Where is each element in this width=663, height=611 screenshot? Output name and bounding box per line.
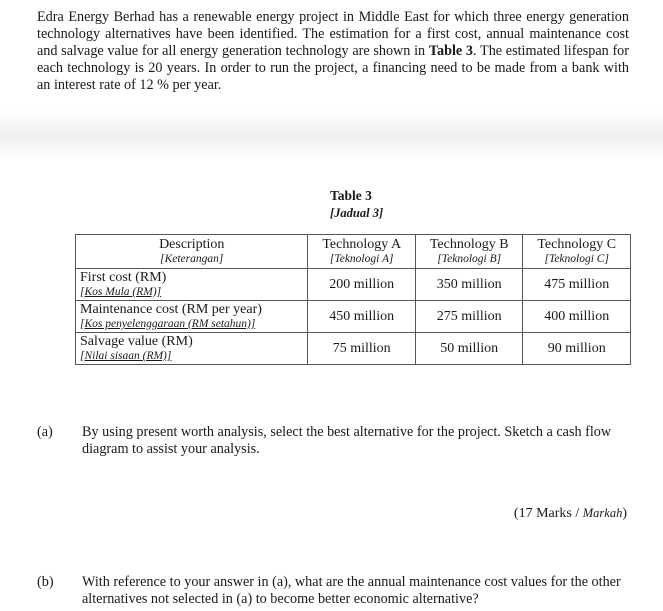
intro-text-1: Edra Energy Berhad has a renewable energy project in Middle East for which three energy generation technology alternatives have been identified. The estimation for a first cost, annual maintenance cost and salvage value for all energy generation technology are shown in <box>37 9 629 59</box>
table-row <box>76 269 631 301</box>
scan-shadow-band <box>0 110 663 160</box>
table-title: Table 3 <box>330 188 372 203</box>
table-subtitle: [Jadual 3] <box>330 206 384 220</box>
cell-value: 275 million <box>415 301 523 333</box>
cell-value: 475 million <box>523 269 631 301</box>
question-a-label: (a) <box>37 424 53 440</box>
question-a-text: By using present worth analysis, select the best alternative for the project. Sketch a cash flow diagram to assist your analysis. <box>82 424 612 457</box>
cell-value: 90 million <box>523 333 631 365</box>
cell-value: 75 million <box>308 333 416 365</box>
row-label-salvage-value: Salvage value (RM) [Nilai sisaan (RM)] <box>76 333 308 365</box>
table-row <box>76 301 631 333</box>
question-b-text: With reference to your answer in (a), what are the annual maintenance cost values for the other alternatives not selected in (a) to become better economic alternative? <box>82 574 621 607</box>
cell-value: 400 million <box>523 301 631 333</box>
cell-value: 200 million <box>308 269 416 301</box>
header-technology-a: Technology A [Teknologi A] <box>308 235 416 269</box>
table-reference: Table 3 <box>428 43 474 59</box>
cell-value: 450 million <box>308 301 416 333</box>
problem-statement <box>37 9 629 94</box>
cell-value: 50 million <box>415 333 523 365</box>
cell-value: 350 million <box>415 269 523 301</box>
row-label-first-cost: First cost (RM) [Kos Mula (RM)] <box>76 269 308 301</box>
table-row <box>76 333 631 365</box>
row-label-maintenance-cost: Maintenance cost (RM per year) [Kos penyelenggaraan (RM setahun)] <box>76 301 308 333</box>
header-technology-c: Technology C [Teknologi C] <box>523 235 631 269</box>
intro-text-2: . The estimated lifespan for each technology is 20 years. In order to run the project, a financing need to be made from a bank with an interest rate of 12 % per year. <box>37 43 630 93</box>
header-technology-b: Technology B [Teknologi B] <box>415 235 523 269</box>
question-b-label: (b) <box>37 574 54 590</box>
cost-table <box>75 234 631 365</box>
marks-label: (17 Marks / Markah) <box>513 506 627 521</box>
header-description: Description [Keterangan] <box>76 235 308 269</box>
table-header-row <box>76 235 631 269</box>
